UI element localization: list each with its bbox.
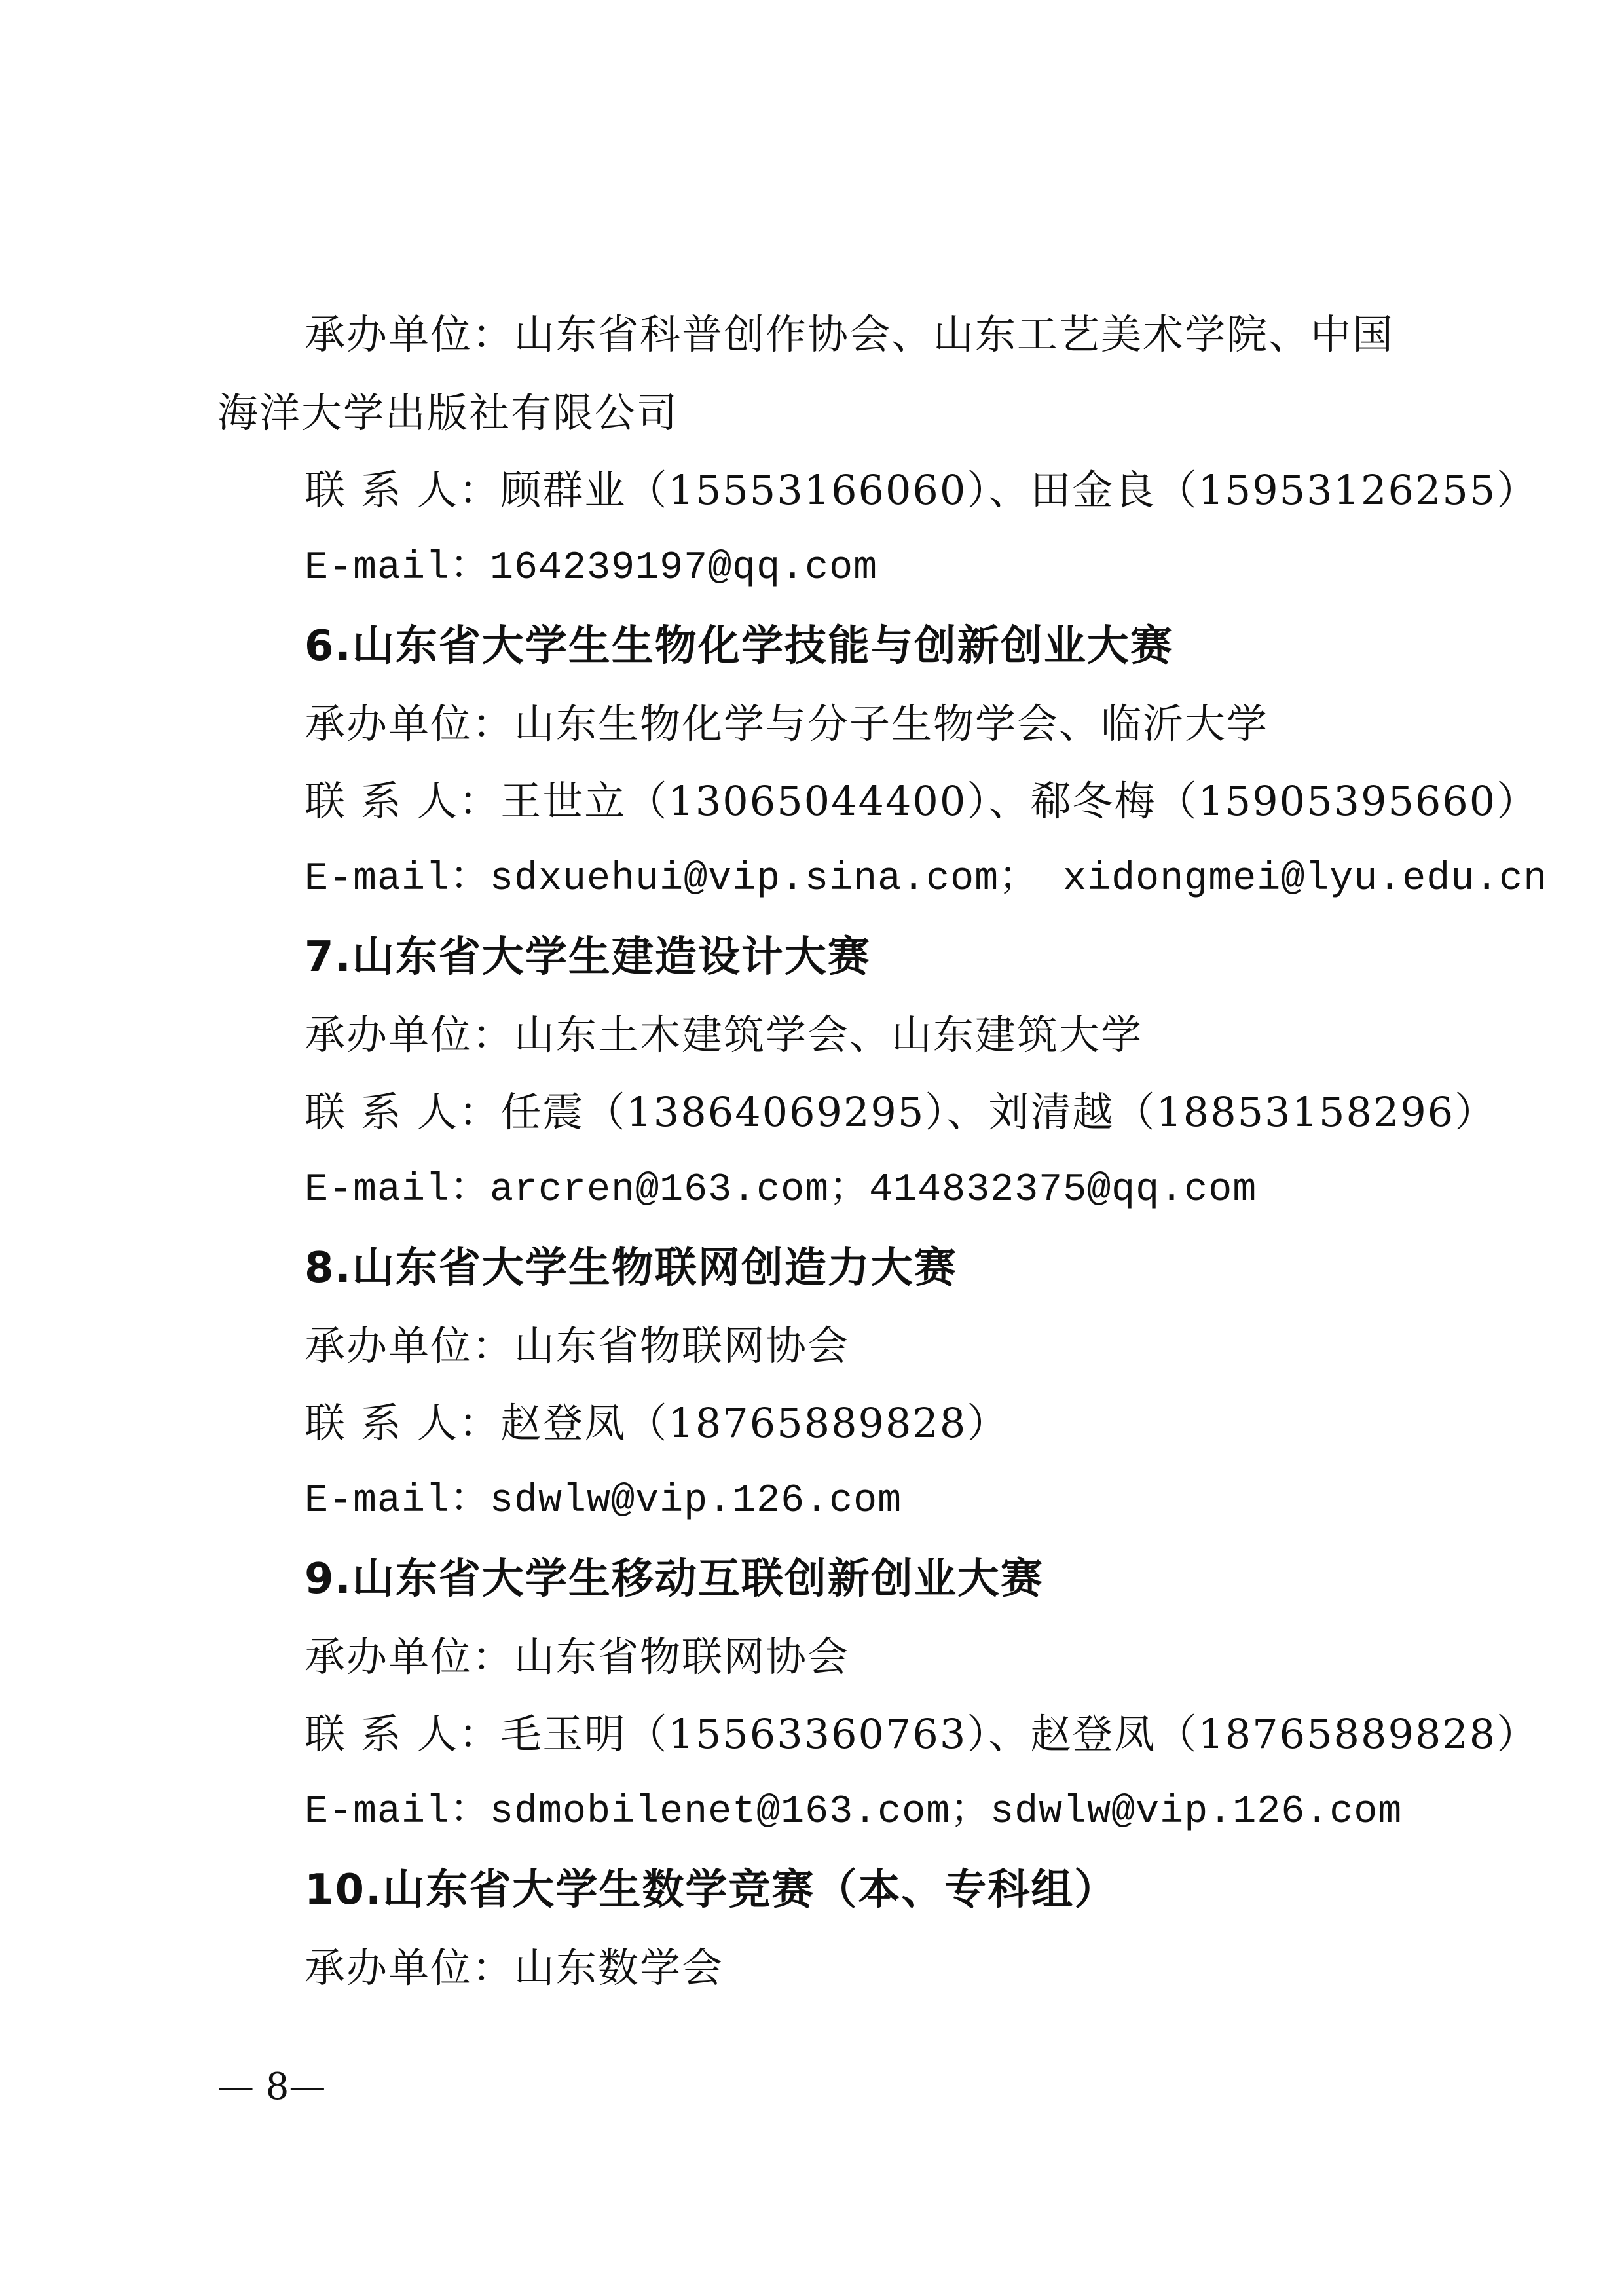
- section-heading-10: 10.山东省大学生数学竞赛（本、专科组）: [304, 1866, 1118, 1914]
- organizer-line: 承办单位：山东省物联网协会: [304, 1633, 850, 1681]
- email-line: E-mail：sdwlw@vip.126.com: [304, 1479, 902, 1523]
- organizer-line: 承办单位：山东省科普创作协会、山东工艺美术学院、中国: [304, 310, 1395, 358]
- contact-line: 联 系 人：毛玉明（15563360763）、赵登凤（18765889828）: [304, 1710, 1539, 1758]
- email-line: E-mail：arcren@163.com；414832375@qq.com: [304, 1168, 1257, 1212]
- contact-line: 联 系 人：赵登凤（18765889828）: [304, 1399, 1009, 1447]
- section-heading-9: 9.山东省大学生移动互联创新创业大赛: [304, 1555, 1044, 1603]
- contact-line: 联 系 人：王世立（13065044400）、郗冬梅（15905395660）: [304, 777, 1539, 825]
- organizer-line: 承办单位：山东数学会: [304, 1944, 724, 1992]
- organizer-line: 承办单位：山东省物联网协会: [304, 1322, 850, 1370]
- page-number: — 8—: [217, 2066, 326, 2108]
- organizer-line: 承办单位：山东生物化学与分子生物学会、临沂大学: [304, 700, 1269, 748]
- email-line: E-mail：sdxuehui@vip.sina.com； xidongmei@lyu.edu.cn: [304, 857, 1548, 902]
- email-line: E-mail：sdmobilenet@163.com；sdwlw@vip.126.com: [304, 1790, 1403, 1834]
- section-heading-7: 7.山东省大学生建造设计大赛: [304, 933, 871, 981]
- section-heading-8: 8.山东省大学生物联网创造力大赛: [304, 1244, 957, 1292]
- contact-line: 联 系 人：顾群业（15553166060）、田金良（15953126255）: [304, 466, 1539, 514]
- email-line: E-mail：164239197@qq.com: [304, 546, 878, 591]
- organizer-line: 承办单位：山东土木建筑学会、山东建筑大学: [304, 1011, 1143, 1059]
- section-heading-6: 6.山东省大学生生物化学技能与创新创业大赛: [304, 622, 1173, 670]
- organizer-line-continued: 海洋大学出版社有限公司: [217, 389, 679, 437]
- contact-line: 联 系 人：任震（13864069295）、刘清越（18853158296）: [304, 1088, 1497, 1136]
